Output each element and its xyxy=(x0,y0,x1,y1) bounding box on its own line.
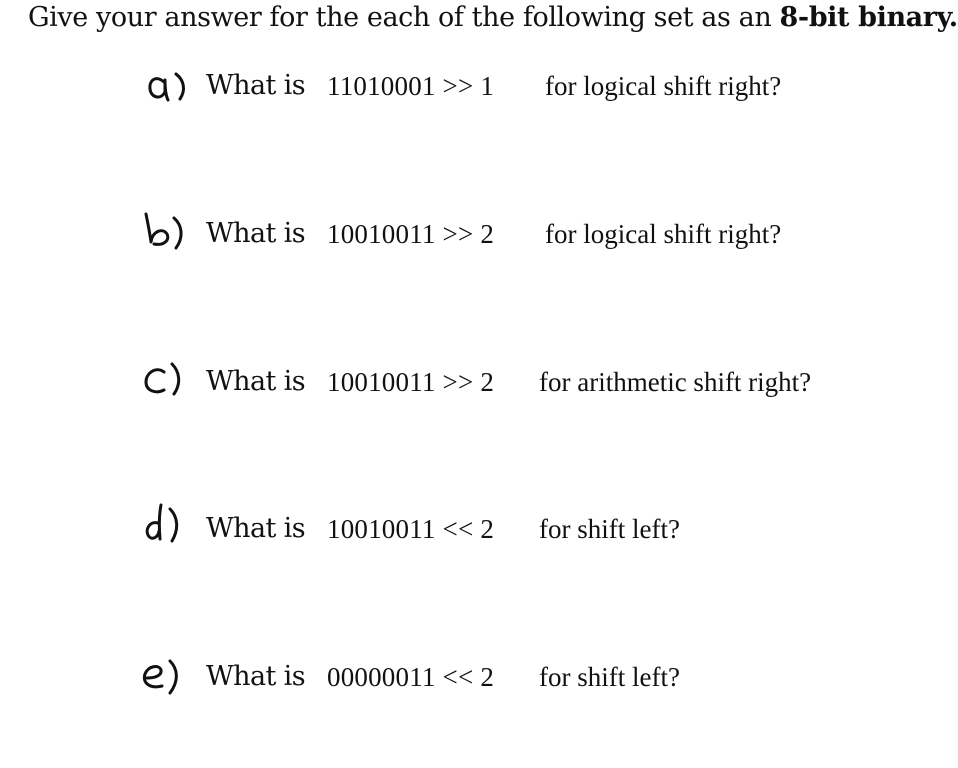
question-c xyxy=(0,358,920,408)
question-expression: 10010011 >> 2 xyxy=(327,367,495,397)
instructions-heading xyxy=(28,2,958,34)
question-description: for shift left? xyxy=(539,514,680,544)
question-letter-b xyxy=(136,210,192,260)
question-description: for arithmetic shift right? xyxy=(539,367,812,397)
question-description: for logical shift right? xyxy=(545,71,782,101)
handwritten-letter-d-icon xyxy=(136,505,192,555)
question-description: for shift left? xyxy=(539,662,680,692)
handwritten-letter-c-icon xyxy=(136,358,192,408)
handwritten-letter-e-icon xyxy=(136,653,192,703)
question-expression: 10010011 >> 2 xyxy=(327,219,495,249)
question-a xyxy=(0,62,920,112)
question-prompt: What is xyxy=(206,513,305,544)
question-prompt: What is xyxy=(206,218,305,249)
instructions-emphasis: 8-bit binary. xyxy=(779,2,958,33)
handwritten-letter-a-icon xyxy=(136,62,192,112)
question-prompt: What is xyxy=(206,70,305,101)
instructions-text: Give your answer for the each of the following set as an xyxy=(28,2,780,33)
question-description: for logical shift right? xyxy=(545,219,782,249)
question-b xyxy=(0,210,920,260)
question-expression: 10010011 << 2 xyxy=(327,514,495,544)
question-prompt: What is xyxy=(206,366,305,397)
question-d xyxy=(0,505,920,555)
question-e xyxy=(0,653,920,703)
question-prompt: What is xyxy=(206,661,305,692)
question-letter-a xyxy=(136,62,192,112)
question-letter-d xyxy=(136,505,192,555)
question-expression: 11010001 >> 1 xyxy=(327,71,495,101)
handwritten-letter-b-icon xyxy=(136,210,192,260)
question-letter-c xyxy=(136,358,192,408)
question-letter-e xyxy=(136,653,192,703)
question-expression: 00000011 << 2 xyxy=(327,662,495,692)
